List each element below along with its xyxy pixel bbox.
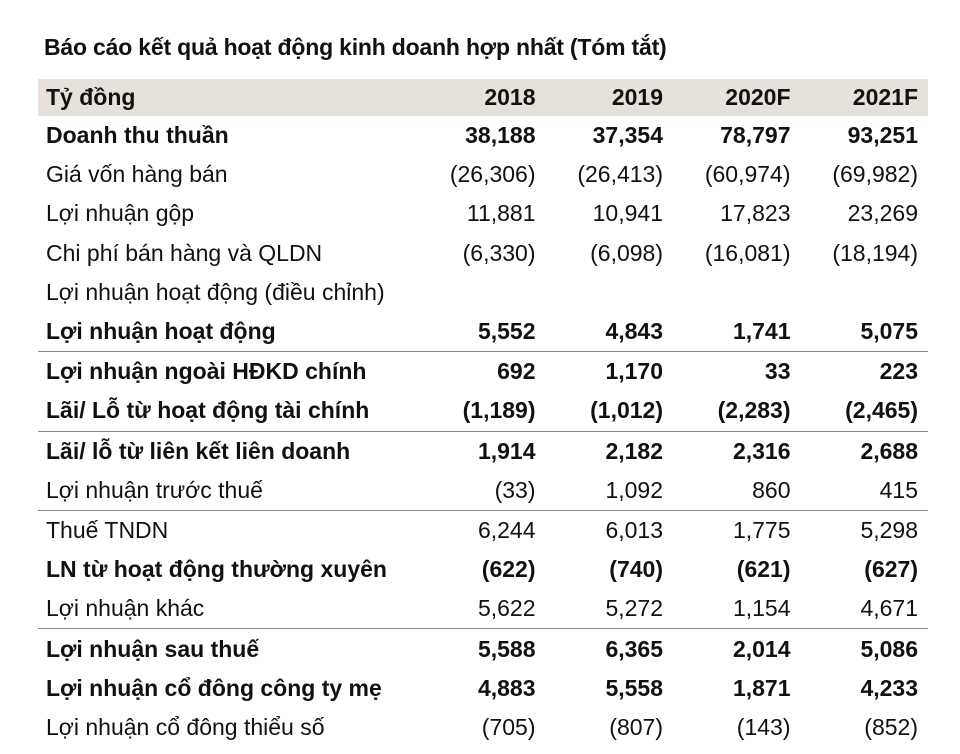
value-cell: 6,013 (546, 510, 674, 550)
row-label: Giá vốn hàng bán (46, 161, 228, 188)
row-label: Lãi/ Lỗ từ hoạt động tài chính (46, 397, 370, 424)
value-cell: (621) (736, 556, 791, 583)
value-cell: (740) (609, 556, 663, 583)
table-row (38, 629, 928, 669)
value-cell: 5,298 (801, 510, 929, 550)
value-cell: 5,622 (477, 595, 536, 622)
row-label: Lợi nhuận cổ đông công ty mẹ (46, 674, 382, 701)
value-cell: (26,306) (449, 161, 536, 188)
value-cell (673, 273, 801, 312)
value-cell: 2,316 (673, 431, 801, 471)
table-row (38, 550, 928, 589)
row-label: Lãi/ lỗ từ liên kết liên doanh (38, 431, 418, 471)
row-label: Thuế TNDN (38, 510, 418, 550)
value-cell: 4,233 (860, 674, 918, 701)
value-cell: 860 (752, 476, 791, 503)
value-cell: (33) (494, 476, 536, 503)
value-cell: (60,974) (704, 161, 791, 188)
value-cell: 6,365 (546, 629, 674, 669)
row-label: Lợi nhuận trước thuế (46, 476, 263, 503)
value-cell: 4,843 (605, 318, 663, 345)
row-label: LN từ hoạt động thường xuyên (46, 556, 387, 583)
value-cell: 10,941 (592, 200, 663, 227)
value-cell: 1,154 (732, 595, 791, 622)
value-cell: (2,465) (845, 397, 918, 424)
table-row (38, 312, 928, 352)
row-label: Lợi nhuận hoạt động (điều chỉnh) (46, 278, 385, 305)
value-cell: 33 (673, 352, 801, 392)
table-row (38, 431, 928, 471)
unit-header: Tỷ đồng (38, 79, 418, 116)
table-row (38, 669, 928, 708)
year-header: 2020F (673, 79, 801, 116)
value-cell: (807) (609, 713, 663, 740)
value-cell: 6,244 (418, 510, 546, 550)
value-cell: 78,797 (720, 122, 791, 149)
value-cell: 37,354 (592, 122, 663, 149)
header-row (38, 79, 928, 116)
value-cell: (16,081) (704, 239, 791, 266)
table-row (38, 391, 928, 431)
value-cell: 1,170 (546, 352, 674, 392)
value-cell: 23,269 (847, 200, 918, 227)
row-label: Doanh thu thuần (46, 122, 229, 149)
row-label: Chi phí bán hàng và QLDN (46, 239, 323, 266)
table-row (38, 273, 928, 312)
value-cell: (705) (481, 713, 536, 740)
value-cell: (622) (481, 556, 536, 583)
year-header: 2018 (418, 79, 546, 116)
value-cell: 2,014 (673, 629, 801, 669)
value-cell: 415 (879, 476, 918, 503)
value-cell: 5,552 (477, 318, 536, 345)
value-cell: 4,883 (477, 674, 536, 701)
table-row (38, 589, 928, 629)
table-row (38, 510, 928, 550)
value-cell: (69,982) (832, 161, 918, 188)
value-cell: 93,251 (847, 122, 918, 149)
value-cell: 11,881 (466, 200, 536, 227)
table-row (38, 352, 928, 392)
value-cell: 5,086 (801, 629, 929, 669)
value-cell: 1,871 (732, 674, 791, 701)
table-row (38, 234, 928, 273)
row-label: Lợi nhuận hoạt động (46, 318, 276, 345)
income-statement-table (38, 79, 928, 747)
value-cell: 5,272 (605, 595, 663, 622)
value-cell: 5,588 (418, 629, 546, 669)
value-cell: (852) (864, 713, 918, 740)
value-cell: 2,182 (546, 431, 674, 471)
value-cell: 17,823 (720, 200, 791, 227)
value-cell (418, 273, 546, 312)
value-cell: 5,075 (860, 318, 918, 345)
row-label: Lợi nhuận khác (46, 595, 205, 622)
value-cell: (6,098) (590, 239, 663, 266)
year-header: 2019 (546, 79, 674, 116)
value-cell: 1,741 (732, 318, 791, 345)
table-row (38, 194, 928, 233)
table-row (38, 155, 928, 194)
table-row (38, 116, 928, 155)
year-header: 2021F (801, 79, 929, 116)
value-cell: 1,775 (673, 510, 801, 550)
value-cell: 5,558 (605, 674, 663, 701)
row-label: Lợi nhuận cổ đông thiểu số (46, 713, 325, 740)
value-cell (801, 273, 929, 312)
value-cell: (2,283) (717, 397, 791, 424)
value-cell: (143) (736, 713, 791, 740)
value-cell: 4,671 (860, 595, 918, 622)
value-cell: 692 (418, 352, 546, 392)
value-cell: (18,194) (832, 239, 918, 266)
value-cell: 1,914 (418, 431, 546, 471)
report-title: Báo cáo kết quả hoạt động kinh doanh hợp nhất (Tóm tắt) (44, 34, 667, 60)
row-label: Lợi nhuận gộp (46, 200, 195, 227)
row-label: Lợi nhuận sau thuế (38, 629, 418, 669)
table-row (38, 471, 928, 511)
value-cell: (1,012) (590, 397, 663, 424)
value-cell (546, 273, 674, 312)
value-cell: 223 (801, 352, 929, 392)
table-row (38, 708, 928, 747)
value-cell: (6,330) (462, 239, 536, 266)
value-cell: 2,688 (801, 431, 929, 471)
value-cell: 1,092 (605, 476, 663, 503)
value-cell: (26,413) (577, 161, 663, 188)
value-cell: (627) (864, 556, 918, 583)
row-label: Lợi nhuận ngoài HĐKD chính (38, 352, 418, 392)
value-cell: (1,189) (462, 397, 536, 424)
value-cell: 38,188 (465, 122, 536, 149)
